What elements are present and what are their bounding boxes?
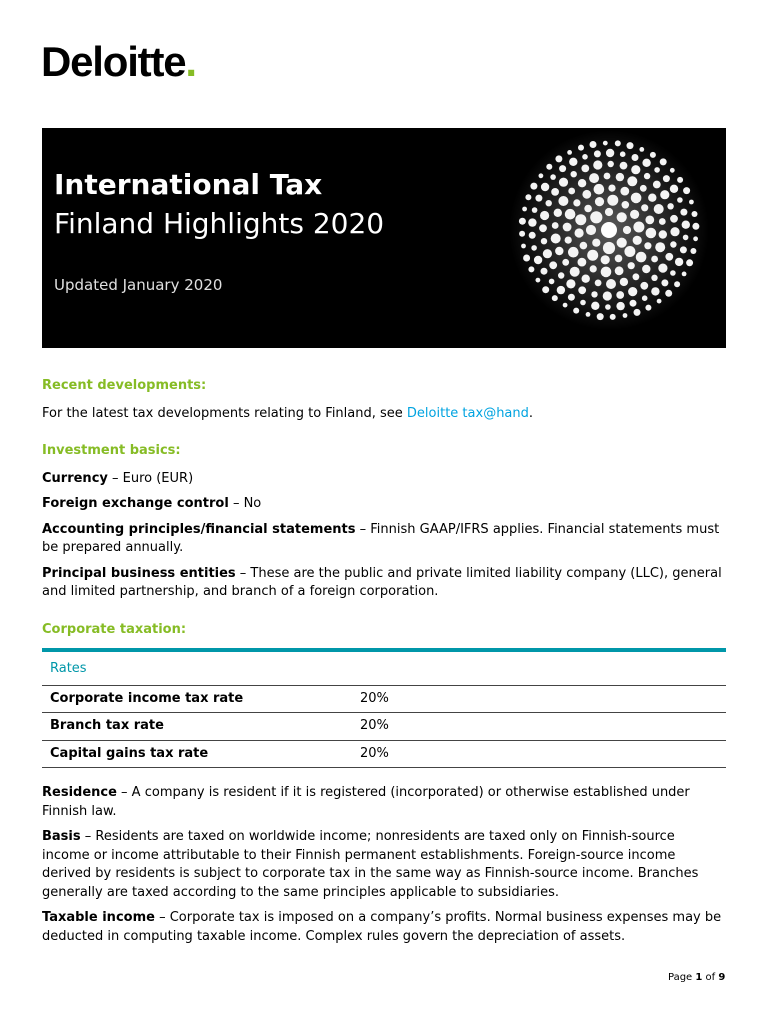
- logo-text: Deloitte: [41, 38, 186, 85]
- item-text: – Corporate tax is imposed on a company’s profits. Normal business expenses may be deducted in computing taxable income. Complex rules govern the depreciation of assets.: [42, 910, 722, 944]
- recent-period: .: [528, 405, 534, 421]
- item-text: – No: [228, 496, 262, 511]
- item-term: Accounting principles/financial statements: [42, 521, 356, 537]
- item-term: Foreign exchange control: [42, 496, 229, 511]
- rate-value: 20%: [352, 740, 726, 768]
- deloitte-logo: [41, 38, 196, 86]
- item-term: Currency: [42, 470, 108, 486]
- page-current: 1: [695, 972, 703, 983]
- item-term: Principal business entities: [42, 565, 236, 581]
- corporate-item: [42, 909, 726, 946]
- rates-table-header: [42, 650, 726, 685]
- banner-title: International Tax: [54, 168, 323, 201]
- investment-item: [42, 470, 726, 489]
- recent-text: For the latest tax developments relating to Finland, see: [42, 405, 407, 421]
- page-label: Page: [668, 972, 696, 983]
- title-banner: [42, 128, 726, 348]
- corporate-item: [42, 828, 726, 902]
- rate-label: Branch tax rate: [42, 713, 352, 741]
- banner-updated-date: Updated January 2020: [54, 276, 223, 294]
- corporate-item: [42, 784, 726, 821]
- rates-table: [42, 648, 726, 768]
- investment-item: [42, 521, 726, 558]
- investment-item: [42, 565, 726, 602]
- item-term: Residence: [42, 785, 117, 800]
- tax-at-hand-link[interactable]: Deloitte tax@hand: [406, 405, 529, 421]
- table-row: [42, 685, 726, 713]
- rate-value: 20%: [352, 685, 726, 713]
- table-row: [42, 713, 726, 741]
- rates-header-cell: Rates: [42, 650, 726, 685]
- item-text: – Finnish GAAP/IFRS applies. Financial statements must be prepared annually.: [42, 521, 720, 555]
- page-of: of: [702, 972, 719, 983]
- item-text: – Residents are taxed on worldwide income; nonresidents are taxed only on Finnish-source income or income attributable to their Finnish permanent establishments. Foreign-source income derived by residents is subject to corporate tax in the same way as Finnish-source income. Branches generally are taxed according to the same principles applicable to subsidiaries.: [42, 829, 699, 900]
- section-heading-recent: Recent developments:: [42, 378, 207, 393]
- item-text: – These are the public and private limited liability company (LLC), general and limited partnership, and branch of a foreign corporation.: [42, 565, 722, 599]
- rate-label: Corporate income tax rate: [42, 685, 352, 713]
- recent-paragraph: [42, 405, 726, 424]
- investment-item: [42, 495, 726, 514]
- item-term: Taxable income: [42, 910, 155, 925]
- item-text: – Euro (EUR): [107, 470, 194, 486]
- section-heading-corporate: Corporate taxation:: [42, 621, 187, 637]
- page-number: [668, 972, 725, 983]
- rate-value: 20%: [352, 713, 726, 741]
- document-body: [42, 377, 726, 953]
- section-heading-investment: Investment basics:: [42, 443, 181, 458]
- logo-dot: .: [185, 38, 196, 85]
- rate-label: Capital gains tax rate: [42, 740, 352, 768]
- item-text: – A company is resident if it is registered (incorporated) or otherwise established under Finnish law.: [42, 785, 690, 819]
- item-term: Basis: [42, 829, 81, 844]
- page-total: 9: [718, 972, 726, 983]
- table-row: [42, 740, 726, 768]
- banner-subtitle: Finland Highlights 2020: [54, 207, 385, 240]
